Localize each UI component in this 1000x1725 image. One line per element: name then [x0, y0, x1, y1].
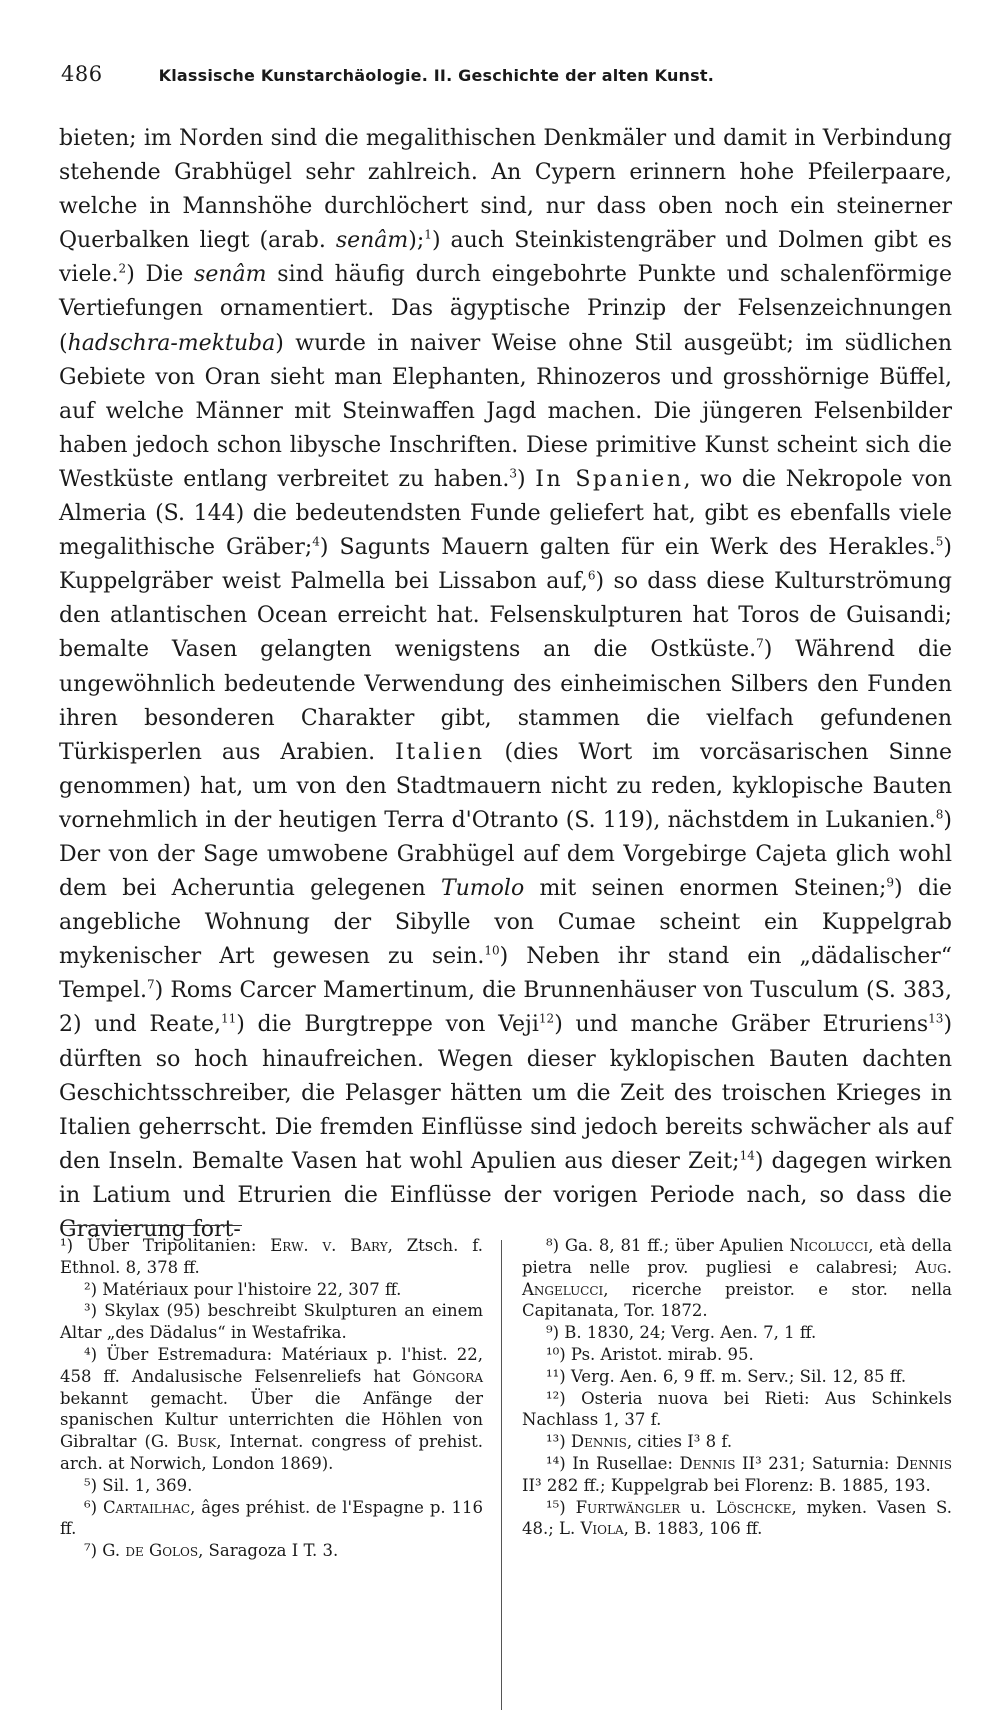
footnote-rule [62, 1225, 242, 1226]
footnote-ref: 2 [118, 262, 127, 277]
footnote-ref: 1 [424, 227, 432, 242]
footnote-ref: 8 [935, 807, 944, 822]
footnote-6: ⁶) Cartailhac, âges préhist. de l'Espagne p. 116 ff. [60, 1497, 483, 1539]
footnotes-right-column [522, 1235, 952, 1540]
footnote-ref: 7 [756, 637, 764, 652]
footnote-ref: 14 [739, 1148, 755, 1163]
footnote-ref: 4 [312, 534, 320, 549]
footnote-10: ¹⁰) Ps. Aristot. mirab. 95. [546, 1344, 754, 1364]
footnote-3: ³) Skylax (95) beschreibt Skulpturen an einem Altar „des Dädalus“ in Westafrika. [60, 1301, 483, 1343]
footnote-ref: 6 [587, 568, 596, 583]
body-text [59, 122, 952, 1247]
footnote-2: ²) Matériaux pour l'histoire 22, 307 ff. [84, 1279, 402, 1299]
footnote-1: ¹) Über Tripolitanien: Erw. v. Bary, Ztsch. f. Ethnol. 8, 378 ff. [60, 1236, 483, 1277]
footnotes-left-column [60, 1235, 483, 1562]
footnote-4: ⁴) Über Estremadura: Matériaux p. l'hist. 22, 458 ff. Andalusische Felsenreliefs hat Góngora bekannt gemacht. Über die Anfänge der spanischen Kultur unterrichten die Höhlen von Gibraltar (G. Busk, Internat. congress of prehist. arch. at Norwich, London 1869). [60, 1344, 483, 1473]
footnote-ref: 10 [484, 943, 500, 958]
running-title: Klassische Kunstarchäologie. II. Geschichte der alten Kunst. [158, 66, 714, 85]
footnote-14: ¹⁴) In Rusellae: Dennis II³ 231; Saturnia: Dennis II³ 282 ff.; Kuppelgrab bei Florenz: B. 1885, 193. [522, 1453, 952, 1495]
page-header [61, 62, 931, 102]
footnote-12: ¹²) Osteria nuova bei Rieti: Aus Schinkels Nachlass 1, 37 f. [522, 1388, 952, 1430]
footnote-ref: 7 [146, 978, 155, 993]
footnote-ref: 9 [886, 875, 895, 890]
footnote-column-divider [501, 1240, 502, 1710]
spaced-term: In Spanien [535, 466, 684, 492]
footnote-15: ¹⁵) Furtwängler u. Löschcke, myken. Vasen S. 48.; L. Viola, B. 1883, 106 ff. [522, 1497, 952, 1539]
footnote-7: ⁷) G. de Golos, Saragoza I T. 3. [84, 1541, 339, 1561]
footnote-ref: 11 [220, 1012, 237, 1027]
footnote-ref: 5 [935, 534, 944, 549]
footnote-ref: 3 [509, 466, 518, 481]
footnote-11: ¹¹) Verg. Aen. 6, 9 ff. m. Serv.; Sil. 12, 85 ff. [546, 1366, 907, 1386]
footnote-13: ¹³) Dennis, cities I³ 8 f. [546, 1432, 733, 1452]
spaced-term: Italien [395, 739, 485, 765]
body-paragraph: bieten; im Norden sind die megalithischen Denkmäler und damit in Verbindung stehende Grabhügel sehr zahlreich. An Cypern erinnern hohe Pfeilerpaare, welche in Mannshöhe durchlöchert sind, nur dass oben noch ein steinerner Querbalken liegt (arab. senâm);$^1$) auch Steinkistengräber und Dolmen gibt es viele.$^2$) Die senâm sind häufig durch eingebohrte Punkte und schalenförmige Vertiefungen ornamentiert. Das ägyptische Prinzip der Felsenzeichnungen (hadschra-mektuba) wurde in naiver Weise ohne Stil ausgeübt; im südlichen Gebiete von Oran sieht man Elephanten, Rhinozeros und grosshörnige Büffel, auf welche Männer mit Steinwaffen Jagd machen. Die jüngeren Felsenbilder haben jedoch schon libysche Inschriften. Diese primitive Kunst scheint sich die Westküste entlang verbreitet zu haben.$^3$) In Spanien, wo die Nekropole von Almeria (S. 144) die bedeutendsten Funde geliefert hat, gibt es ebenfalls viele megalithische Gräber;$^4$) Sagunts Mauern galten für ein Werk des Herakles.$^5$) Kuppelgräber weist Palmella bei Lissabon auf,$^6$) so dass diese Kulturströmung den atlantischen Ocean erreicht hat. Felsenskulpturen hat Toros de Guisandi; bemalte Vasen gelangten wenigstens an die Ostküste.$^7$) Während die ungewöhnlich bedeutende Verwendung des einheimischen Silbers den Funden ihren besonderen Charakter gibt, stammen die vielfach gefundenen Türkisperlen aus Arabien. Italien (dies Wort im vorcäsarischen Sinne genommen) hat, um von den Stadtmauern nicht zu reden, kyklopische Bauten vornehmlich in der heutigen Terra d'Otranto (S. 119), nächstdem in Lukanien.$^8$) Der von der Sage umwobene Grabhügel auf dem Vorgebirge Cajeta glich wohl dem bei Acheruntia gelegenen Tumolo mit seinen enormen Steinen;$^9$) die angebliche Wohnung der Sibylle von Cumae scheint ein Kuppelgrab mykenischer Art gewesen zu sein.$^{10}$) Neben ihr stand ein „dädalischer“ Tempel.$^7$) Roms Carcer Mamertinum, die Brunnenhäuser von Tusculum (S. 383, 2) und Reate,$^{11}$) die Burgtreppe von Veji$^{12}$) und manche Gräber Etruriens$^{13}$) dürften so hoch hinaufreichen. Wegen dieser kyklopischen Bauten dachten Geschichtsschreiber, die Pelasger hätten um die Zeit des troischen Krieges in Italien geherrscht. Die fremden Einflüsse sind jedoch bereits schwächer als auf den Inseln. Bemalte Vasen hat wohl Apulien aus dieser Zeit;$^{14}$) dagegen wirken in Latium und Etrurien die Einflüsse der vorigen Periode nach, so dass die Gravierung fort- [59, 126, 953, 1242]
footnote-9: ⁹) B. 1830, 24; Verg. Aen. 7, 1 ff. [546, 1323, 817, 1343]
footnote-ref: 13 [928, 1012, 944, 1027]
page-number: 486 [61, 62, 103, 86]
footnote-8: ⁸) Ga. 8, 81 ff.; über Apulien Nicolucci, età della pietra nelle prov. pugliesi e calabresi; Aug. Angelucci, ricerche preistor. e stor. nella Capitanata, Tor. 1872. [522, 1236, 952, 1321]
footnote-5: ⁵) Sil. 1, 369. [84, 1475, 193, 1495]
footnote-ref: 12 [538, 1012, 555, 1027]
